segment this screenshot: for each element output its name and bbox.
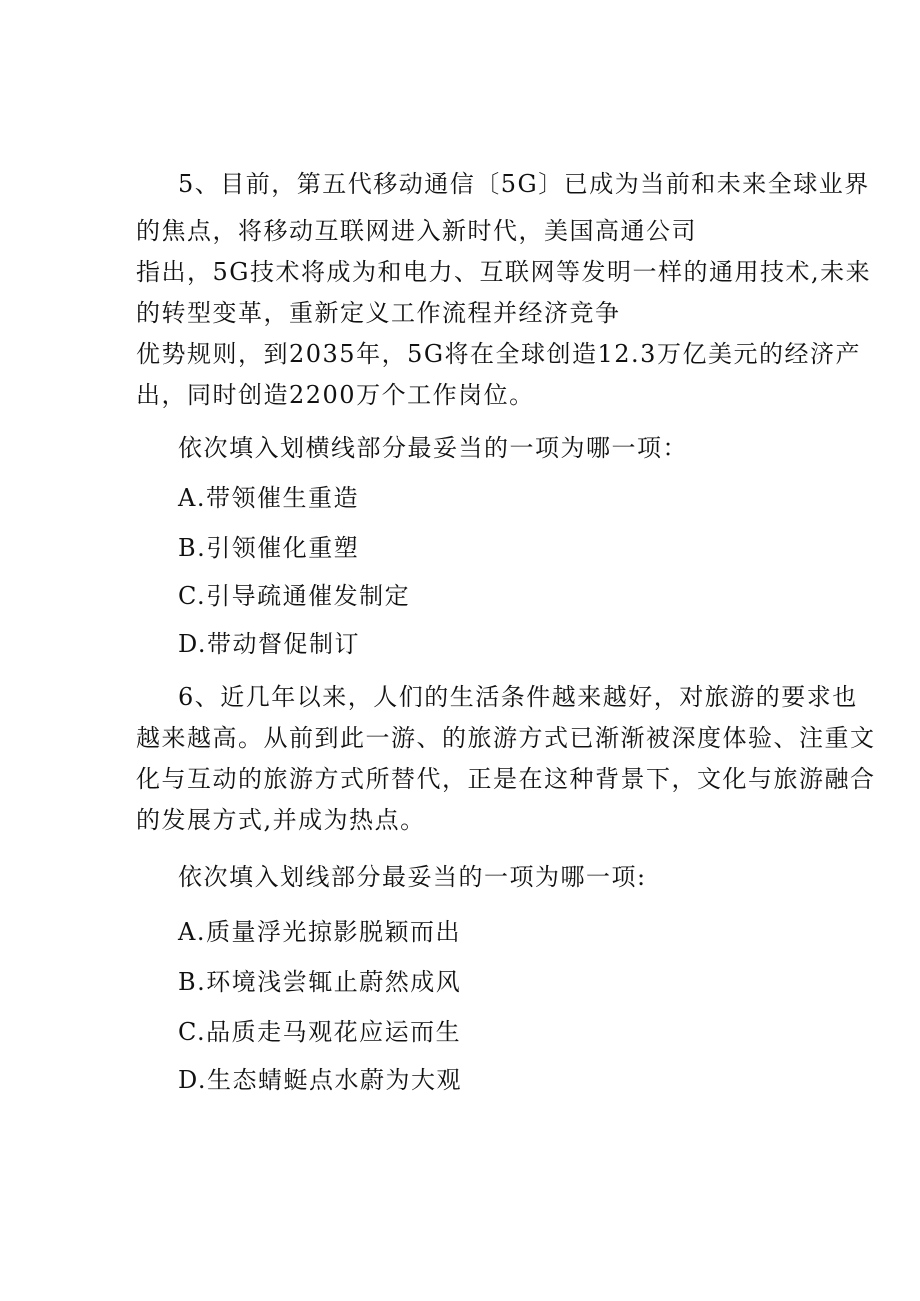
question-6-option-c: C.品质走马观花应运而生 <box>178 1018 462 1046</box>
question-5-line-2: 的焦点，将移动互联网进入新时代，美国高通公司 <box>136 217 697 245</box>
question-5-option-a: A.带领催生重造 <box>178 484 359 512</box>
question-5-option-d: D.带动督促制订 <box>178 630 361 658</box>
question-6-line-2: 越来越高。从前到此一游、的旅游方式已渐渐被深度体验、注重文 <box>136 724 876 752</box>
question-6-option-a: A.质量浮光掠影脱颖而出 <box>178 918 461 946</box>
question-5-line-6: 出，同时创造2200万个工作岗位。 <box>136 381 535 409</box>
question-6-option-b: B.环境浅尝辄止蔚然成风 <box>178 968 462 996</box>
question-6-line-3: 化与互动的旅游方式所替代，正是在这种背景下，文化与旅游融合 <box>136 765 876 793</box>
question-5-line-1: 5、目前，第五代移动通信〔5G〕已成为当前和未来全球业界 <box>178 170 870 198</box>
question-6-line-4: 的发展方式,并成为热点。 <box>136 806 426 834</box>
question-5-option-b: B.引领催化重塑 <box>178 534 360 562</box>
question-5-option-c: C.引导疏通催发制定 <box>178 582 411 610</box>
question-5-line-3: 指出，5G技术将成为和电力、互联网等发明一样的通用技术,未来 <box>136 258 872 286</box>
question-6-prompt: 依次填入划线部分最妥当的一项为哪一项: <box>178 863 647 891</box>
question-5-line-5: 优势规则，到2035年，5G将在全球创造12.3万亿美元的经济产 <box>136 340 861 368</box>
question-5-prompt: 依次填入划横线部分最妥当的一项为哪一项： <box>178 434 688 462</box>
question-6-line-1: 6、近几年以来，人们的生活条件越来越好，对旅游的要求也 <box>178 683 858 711</box>
question-5-line-4: 的转型变革，重新定义工作流程并经济竞争 <box>136 299 621 327</box>
question-6-option-d: D.生态蜻蜓点水蔚为大观 <box>178 1066 463 1094</box>
